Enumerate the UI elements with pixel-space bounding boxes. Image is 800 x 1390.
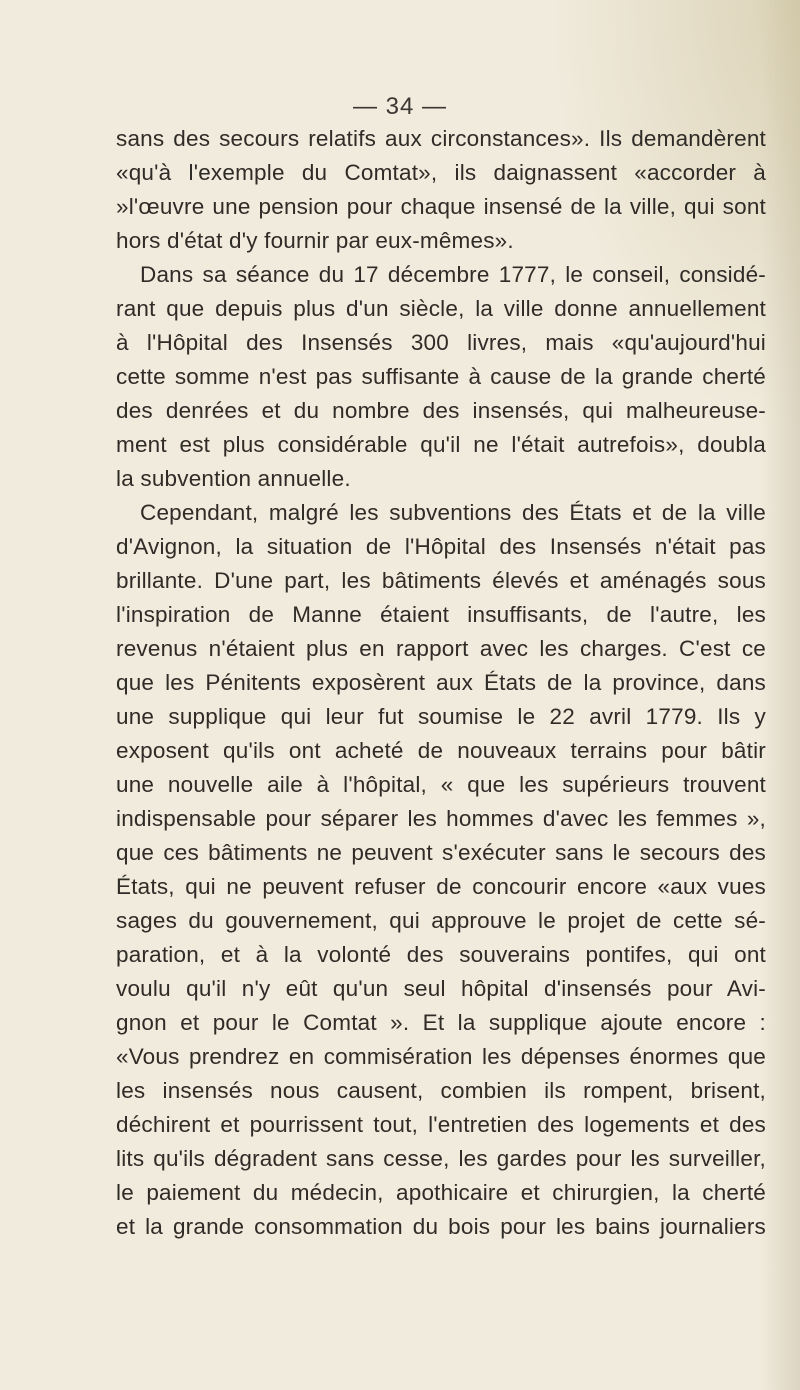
text-line: ment est plus considérable qu'il ne l'était autrefois», doubla (116, 432, 766, 457)
text-line: une nouvelle aile à l'hôpital, « que les supérieurs trouvent (116, 772, 766, 797)
text-line: »l'œuvre une pension pour chaque insensé de la ville, qui sont (116, 194, 766, 219)
page-number: — 34 — (352, 93, 448, 120)
text-line: le paiement du médecin, apothicaire et chirurgien, la cherté (116, 1180, 766, 1205)
text-line: indispensable pour séparer les hommes d'avec les femmes », (116, 806, 766, 831)
text-line: rant que depuis plus d'un siècle, la ville donne annuellement (116, 296, 766, 321)
text-line: à l'Hôpital des Insensés 300 livres, mais «qu'aujourd'hui (116, 330, 766, 355)
text-line: lits qu'ils dégradent sans cesse, les gardes pour les surveiller, (116, 1146, 766, 1171)
text-line: que ces bâtiments ne peuvent s'exécuter sans le secours des (116, 840, 766, 865)
text-line: Cependant, malgré les subventions des États et de la ville (140, 500, 766, 525)
text-line: «Vous prendrez en commisération les dépenses énormes que (116, 1044, 766, 1069)
text-line: Dans sa séance du 17 décembre 1777, le conseil, considé- (140, 262, 766, 287)
text-line: États, qui ne peuvent refuser de concourir encore «aux vues (116, 874, 766, 899)
text-line: que les Pénitents exposèrent aux États de la province, dans (116, 670, 766, 695)
text-line: sages du gouvernement, qui approuve le projet de cette sé- (116, 908, 766, 933)
text-line: d'Avignon, la situation de l'Hôpital des Insensés n'était pas (116, 534, 766, 559)
text-line: une supplique qui leur fut soumise le 22 avril 1779. Ils y (116, 704, 766, 729)
text-line: paration, et à la volonté des souverains pontifes, qui ont (116, 942, 766, 967)
text-line: et la grande consommation du bois pour les bains journaliers (116, 1214, 766, 1239)
text-line: sans des secours relatifs aux circonstances». Ils demandèrent (116, 126, 766, 151)
text-line: «qu'à l'exemple du Comtat», ils daignassent «accorder à (116, 160, 766, 185)
text-line: déchirent et pourrissent tout, l'entretien des logements et des (116, 1112, 766, 1137)
text-line: les insensés nous causent, combien ils rompent, brisent, (116, 1078, 766, 1103)
text-line: l'inspiration de Manne étaient insuffisants, de l'autre, les (116, 602, 766, 627)
text-line: revenus n'étaient plus en rapport avec les charges. C'est ce (116, 636, 766, 661)
text-line: exposent qu'ils ont acheté de nouveaux terrains pour bâtir (116, 738, 766, 763)
text-line: des denrées et du nombre des insensés, qui malheureuse- (116, 398, 766, 423)
text-line: hors d'état d'y fournir par eux-mêmes». (116, 228, 514, 253)
text-line: cette somme n'est pas suffisante à cause de la grande cherté (116, 364, 766, 389)
body-text (116, 122, 766, 1244)
text-line: voulu qu'il n'y eût qu'un seul hôpital d'insensés pour Avi- (116, 976, 766, 1001)
text-line: la subvention annuelle. (116, 466, 351, 491)
text-line: gnon et pour le Comtat ». Et la supplique ajoute encore : (116, 1010, 766, 1035)
text-line: brillante. D'une part, les bâtiments élevés et aménagés sous (116, 568, 766, 593)
